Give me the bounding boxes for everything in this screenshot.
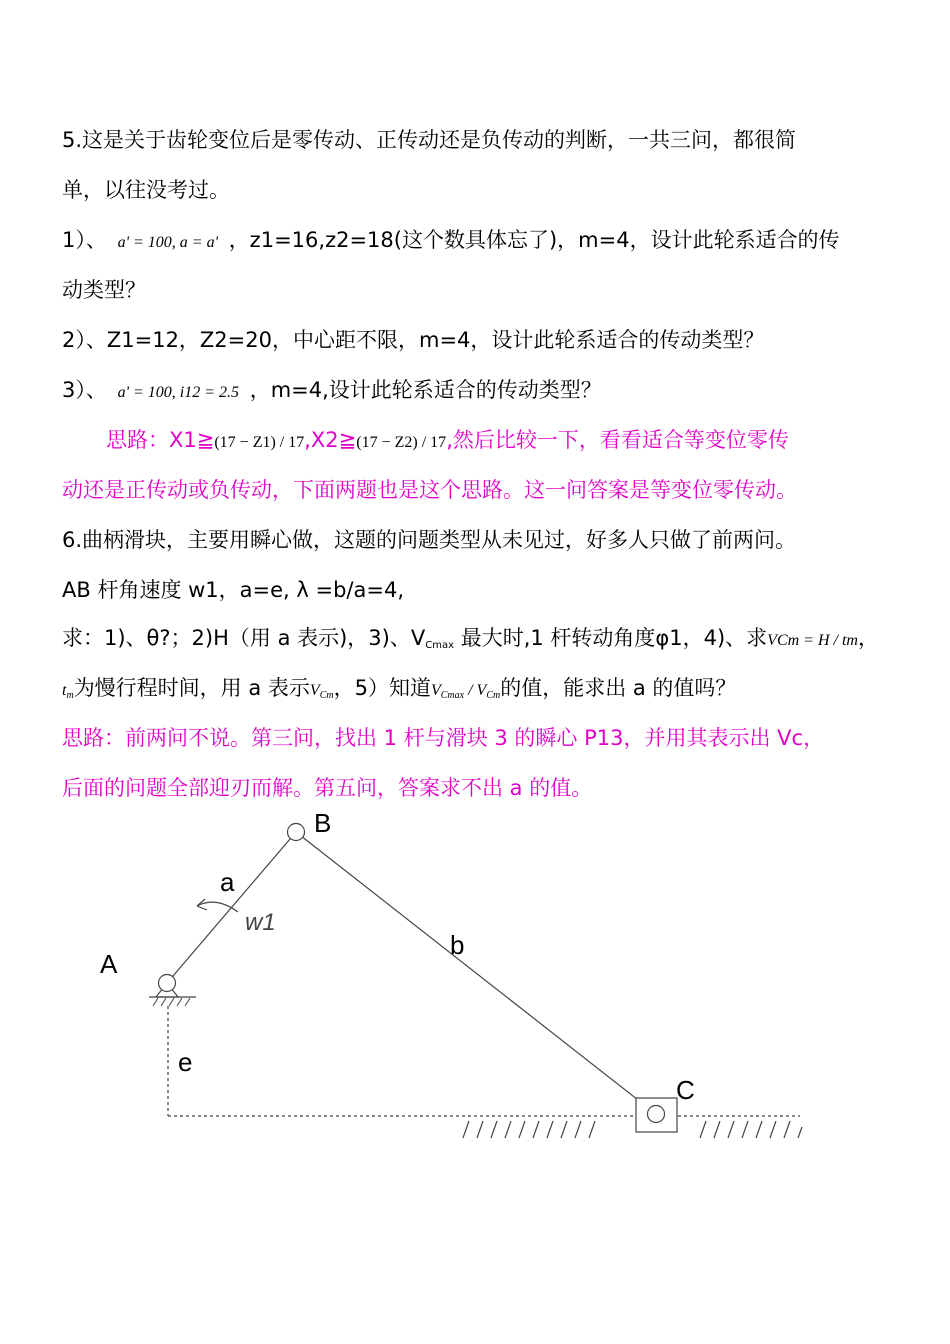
label-link-a: a	[220, 867, 235, 897]
q6-ratio-symbol: $V_{Cmax} / V_{Cm}$	[430, 682, 501, 701]
q5-idea-suffix: ,然后比较一下，看看适合等变位零传	[446, 428, 789, 452]
q5-part1-line2: 动类型？	[62, 278, 146, 302]
q5-idea	[106, 425, 789, 458]
joint-b	[288, 824, 305, 841]
q6-tm-symbol: t	[62, 682, 67, 699]
q5-idea-line2: 动还是正传动或负传动，下面两题也是这个思路。这一问答案是等变位零传动。	[62, 478, 797, 502]
q6-ask-prefix: 求：1)、θ?；2)H（用 a 表示)，3)、V	[62, 626, 426, 650]
q6-line1: 6.曲柄滑块，主要用瞬心做，这题的问题类型从未见过，好多人只做了前两问。	[62, 528, 797, 552]
label-a-point: A	[100, 949, 118, 979]
q6-ask-sub: Cmax	[425, 640, 455, 651]
q5-line1: 5.这是关于齿轮变位后是零传动、正传动还是负传动的判断，一共三问，都很简	[62, 128, 797, 152]
label-link-b: b	[450, 930, 465, 960]
angular-velocity-arrow	[197, 899, 238, 912]
q6-line4-text1: 为慢行程时间，用 a 表示	[73, 676, 310, 700]
q6-line2: AB 杆角速度 w1，a=e, λ =b/a=4,	[62, 578, 404, 602]
slider-c	[636, 1098, 677, 1132]
link-b	[296, 832, 656, 1114]
q5-line2: 单，以往没考过。	[62, 178, 230, 202]
ground-hatching	[463, 1121, 802, 1138]
label-b-point: B	[314, 808, 332, 838]
q5-part1-formula: a' = 100, a = a'	[117, 234, 218, 251]
q6-ask	[62, 623, 879, 661]
label-offset-e: e	[178, 1047, 193, 1077]
q5-part3	[62, 375, 602, 408]
q5-part3-prefix: 3）、	[62, 378, 107, 402]
q6-vcm-symbol: $V_{Cm}$	[309, 682, 334, 701]
label-w1: w1	[245, 909, 276, 936]
q6-ask-mid: 最大时,1 杆转动角度φ1，4)、求	[454, 626, 768, 650]
q5-part1-prefix: 1）、	[62, 228, 107, 252]
q6-line4-text2: ，5）知道	[333, 676, 431, 700]
ground-pivot-a	[149, 975, 196, 1007]
q5-idea-prefix: 思路：X1≧	[106, 428, 215, 452]
q5-part3-formula: a' = 100, i12 = 2.5	[117, 384, 240, 401]
q6-idea-line1: 思路：前两问不说。第三问，找出 1 杆与滑块 3 的瞬心 P13，并用其表示出 Vc，	[62, 726, 825, 750]
q6-ask-formula: VCm = H / tm	[767, 632, 858, 649]
q5-idea-formula2: (17 − Z2) / 17	[356, 434, 447, 451]
q6-idea-line2: 后面的问题全部迎刃而解。第五问，答案求不出 a 的值。	[62, 776, 593, 800]
q5-part1	[62, 225, 840, 258]
q5-part3-suffix: ，m=4,设计此轮系适合的传动类型？	[249, 378, 602, 402]
label-c-point: C	[676, 1075, 695, 1105]
q6-ask-end: ，	[857, 626, 879, 650]
q6-line4-text3: 的值，能求出 a 的值吗？	[500, 676, 737, 700]
q5-part1-suffix: ，z1=16,z2=18(这个数具体忘了)，m=4，设计此轮系适合的传	[228, 228, 840, 252]
q6-line4: $t_m$为慢行程时间，用 a 表示$V_{Cm}$，5）知道$V_{Cmax} / V_{Cm}$的值，能求出 a 的值吗？	[62, 676, 737, 701]
q5-part2: 2）、Z1=12，Z2=20，中心距不限，m=4，设计此轮系适合的传动类型？	[62, 328, 765, 352]
q5-idea-mid: ,X2≧	[304, 428, 357, 452]
q5-idea-formula1: (17 − Z1) / 17	[214, 434, 305, 451]
crank-slider-diagram	[0, 800, 950, 1160]
